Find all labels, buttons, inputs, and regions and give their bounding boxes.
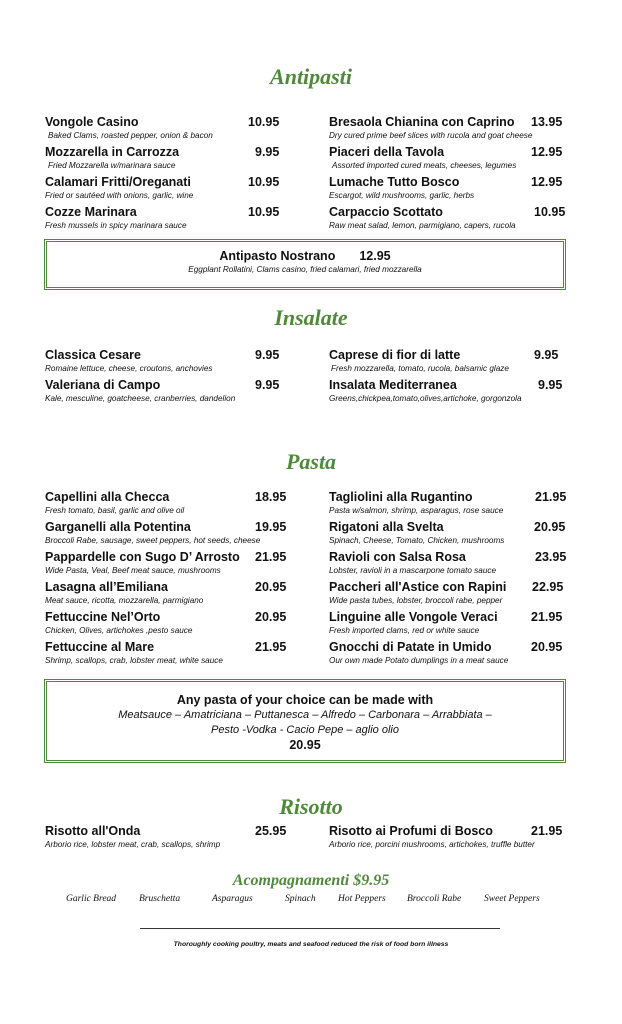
- special-item-title: Antipasto Nostrano 12.95: [219, 249, 391, 263]
- side-item: Spinach: [285, 894, 316, 904]
- pasta-choice-heading: Any pasta of your choice can be made with: [176, 693, 434, 707]
- pasta-choice-price: 20.95: [289, 738, 321, 752]
- menu-item: Valeriana di Campo 9.95 Kale, mesculine, goatcheese, cranberries, dandelion: [45, 378, 280, 403]
- menu-item: Vongole Casino 10.95 Baked Clams, roasted pepper, onion & bacon: [45, 115, 280, 140]
- menu-item: Lumache Tutto Bosco 12.95 Escargot, wild mushrooms, garlic, herbs: [329, 175, 563, 200]
- pasta-choice-box: [44, 679, 566, 763]
- side-item: Bruschetta: [139, 894, 181, 904]
- menu-item: Tagliolini alla Rugantino 21.95 Pasta w/salmon, shrimp, asparagus, rose sauce: [329, 490, 567, 515]
- menu-item: Carpaccio Scottato 10.95 Raw meat salad, lemon, parmigiano, capers, rucola: [329, 205, 566, 230]
- side-item: Hot Peppers: [338, 894, 386, 904]
- menu-item: Mozzarella in Carrozza 9.95 Fried Mozzarella w/marinara sauce: [45, 145, 280, 170]
- menu-item: Risotto all'Onda 25.95 Arborio rice, lobster meat, crab, scallops, shrimp: [45, 824, 287, 849]
- menu-item: Gnocchi di Patate in Umido 20.95 Our own made Potato dumplings in a meat sauce: [329, 640, 563, 665]
- menu-item: Fettuccine Nel’Orto 20.95 Chicken, Olives, artichokes ,pesto sauce: [45, 610, 287, 635]
- antipasti-heading: Antipasti: [270, 64, 352, 89]
- menu-item: Capellini alla Checca 18.95 Fresh tomato, basil, garlic and olive oil: [45, 490, 287, 515]
- food-safety-notice: Thoroughly cooking poultry, meats and seafood reduced the risk of food born illness: [173, 941, 449, 948]
- insalate-heading: Insalate: [274, 305, 348, 330]
- special-item-desc: Eggplant Rollatini, Clams casino, fried calamari, fried mozzarella: [188, 265, 422, 274]
- antipasto-nostrano-box: [44, 239, 566, 290]
- divider: [140, 928, 500, 929]
- menu-item: Caprese di fior di latte 9.95 Fresh mozzarella, tomato, rucola, balsamic glaze: [329, 348, 559, 373]
- menu-item: Fettuccine al Mare 21.95 Shrimp, scallops, crab, lobster meat, white sauce: [45, 640, 287, 665]
- risotto-heading: Risotto: [279, 794, 343, 819]
- menu-item: Classica Cesare 9.95 Romaine lettuce, cheese, croutons, anchovies: [45, 348, 280, 373]
- sides-heading: Acompagnamenti $9.95: [232, 872, 390, 889]
- side-item: Garlic Bread: [66, 894, 117, 904]
- menu-item: Risotto ai Profumi di Bosco 21.95 Arborio rice, porcini mushrooms, artichokes, truffle butter: [329, 824, 563, 849]
- menu-item: Ravioli con Salsa Rosa 23.95 Lobster, ravioli in a mascarpone tomato sauce: [329, 550, 567, 575]
- menu-item: Rigatoni alla Svelta 20.95 Spinach, Cheese, Tomato, Chicken, mushrooms: [329, 520, 566, 545]
- menu-item: Linguine alle Vongole Veraci 21.95 Fresh imported clams, red or white sauce: [329, 610, 563, 635]
- side-item: Broccoli Rabe: [407, 894, 462, 904]
- menu-item: Bresaola Chianina con Caprino 13.95 Dry cured prime beef slices with rucola and goat cheese: [329, 115, 563, 140]
- menu-item: Garganelli alla Potentina 19.95 Broccoli Rabe, sausage, sweet peppers, hot seeds, cheese: [45, 520, 287, 545]
- menu-item: Calamari Fritti/Oreganati 10.95 Fried or sautéed with onions, garlic, wine: [45, 175, 280, 200]
- menu-item: Paccheri all'Astice con Rapini 22.95 Wide pasta tubes, lobster, broccoli rabe, pepper: [329, 580, 564, 605]
- menu-item: Insalata Mediterranea 9.95 Greens,chickpea,tomato,olives,artichoke, gorgonzola: [329, 378, 563, 403]
- menu-item: Cozze Marinara 10.95 Fresh mussels in spicy marinara sauce: [45, 205, 280, 230]
- pasta-heading: Pasta: [285, 449, 337, 474]
- side-item: Sweet Peppers: [484, 894, 540, 904]
- side-item: Asparagus: [212, 894, 253, 904]
- pasta-choice-sauces: Meatsauce – Amatriciana – Puttanesca – Alfredo – Carbonara – Arrabbiata –: [118, 709, 492, 721]
- menu-item: Pappardelle con Sugo D’ Arrosto 21.95 Wide Pasta, Veal, Beef meat sauce, mushrooms: [45, 550, 287, 575]
- pasta-choice-sauces-2: Pesto -Vodka - Cacio Pepe – aglio olio: [211, 724, 399, 736]
- menu-item: Piaceri della Tavola 12.95 Assorted imported cured meats, cheeses, legumes: [329, 145, 563, 170]
- menu-item: Lasagna all’Emiliana 20.95 Meat sauce, ricotta, mozzarella, parmigiano: [45, 580, 287, 605]
